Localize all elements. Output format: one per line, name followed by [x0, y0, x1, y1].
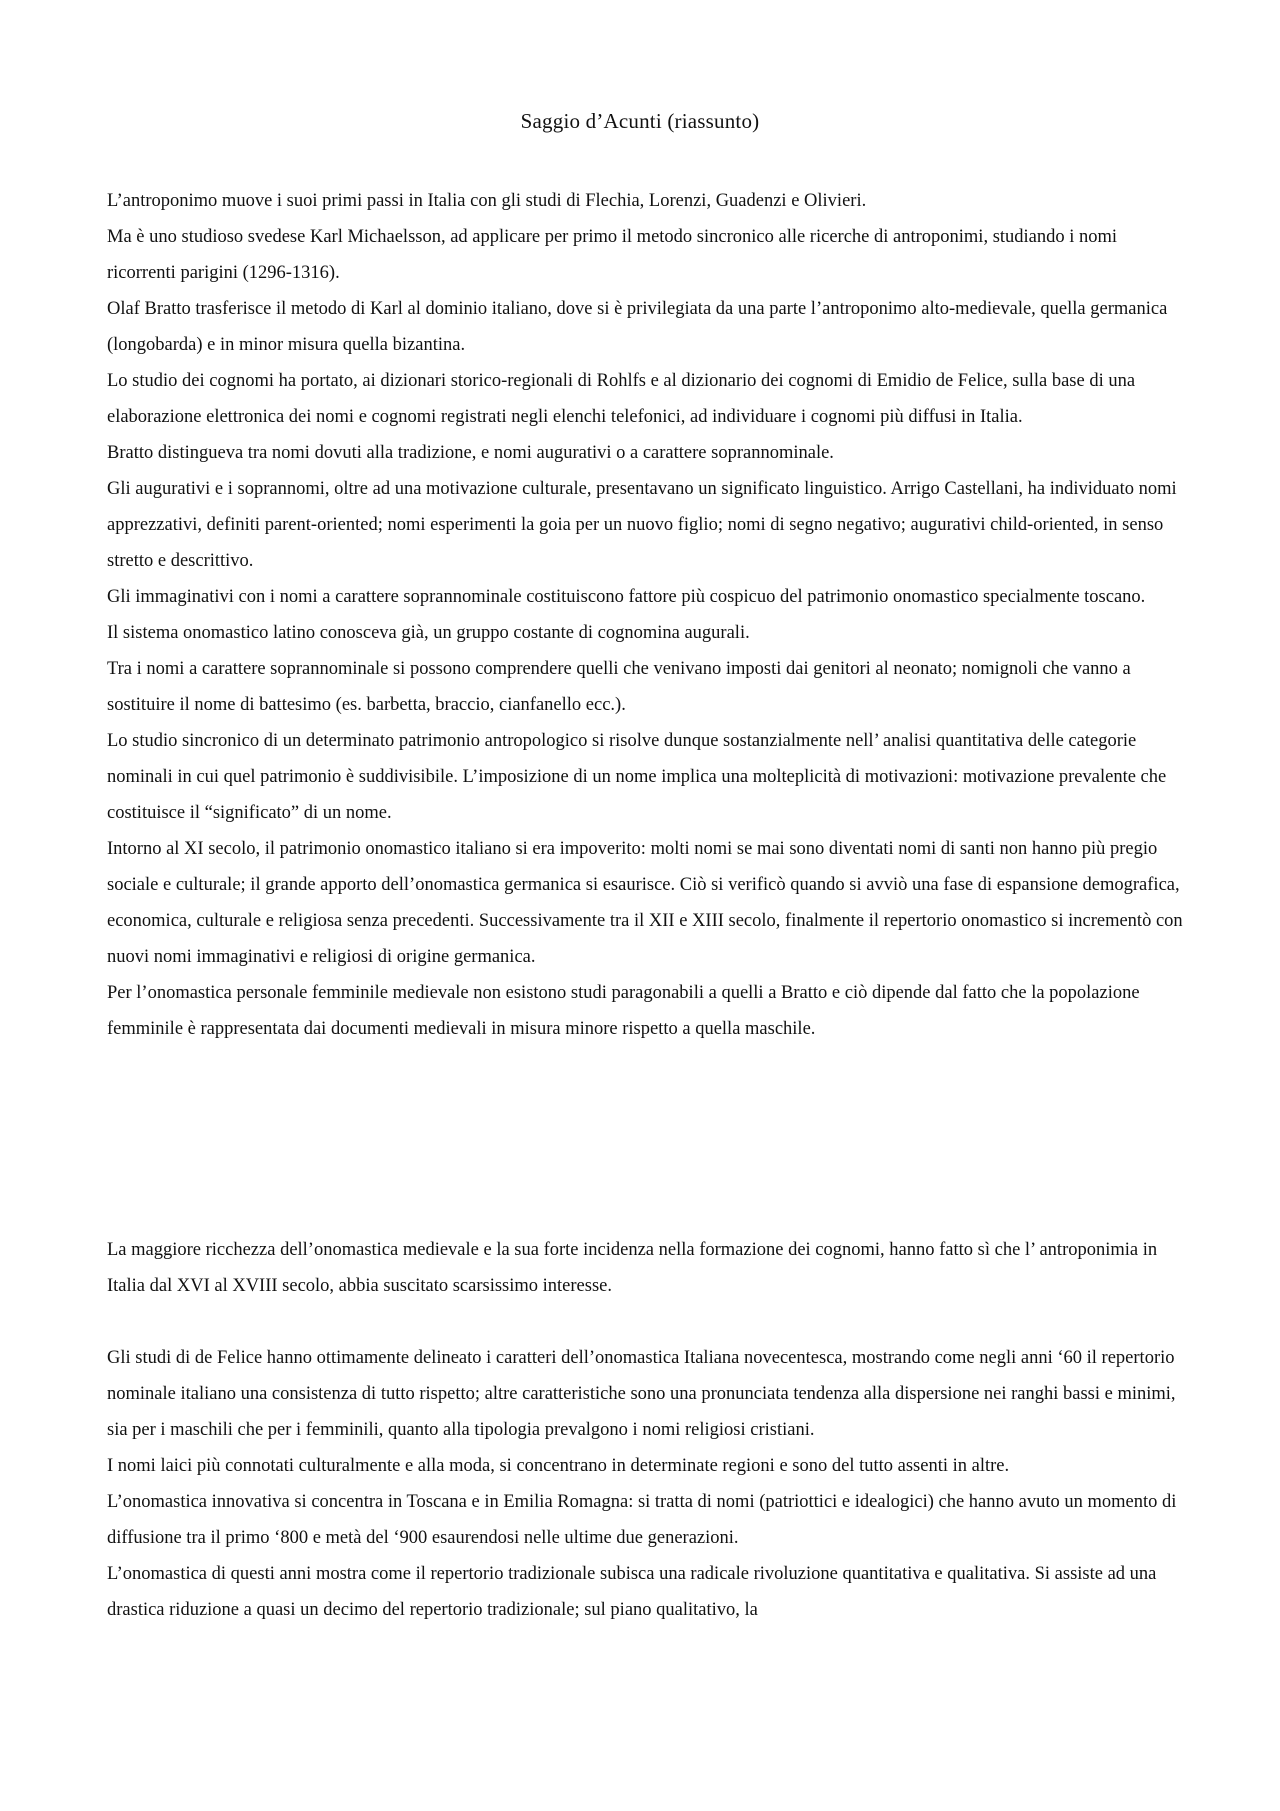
paragraph: Gli immaginativi con i nomi a carattere soprannominale costituiscono fattore più cospicuo del patrimonio onomastico specialmente toscano.	[107, 587, 1146, 607]
paragraph: Olaf Bratto trasferisce il metodo di Karl al dominio italiano, dove si è privilegiata da una parte l’antroponimo alto-medievale, quella germanica (longobarda) e in minor misura quella bizantina.	[107, 299, 1168, 355]
paragraph: Tra i nomi a carattere soprannominale si possono comprendere quelli che venivano imposti dai genitori al neonato; nomignoli che vanno a sostituire il nome di battesimo (es. barbetta, braccio, cianfanello ecc.).	[107, 659, 1131, 715]
paragraph: I nomi laici più connotati culturalmente e alla moda, si concentrano in determinate regioni e sono del tutto assenti in altre.	[107, 1456, 1010, 1476]
paragraph: Gli studi di de Felice hanno ottimamente delineato i caratteri dell’onomastica Italiana novecentesca, mostrando come negli anni ‘60 il repertorio nominale italiano una consistenza di tutto rispetto; altre caratteristiche sono una pronunciata tendenza alla dispersione nei ranghi bassi e minimi, sia per i maschili che per i femminili, quanto alla tipologia prevalgono i nomi religiosi cristiani.	[107, 1348, 1176, 1440]
paragraph: L’onomastica innovativa si concentra in Toscana e in Emilia Romagna: si tratta di nomi (patriottici e idealogici) che hanno avuto un momento di diffusione tra il primo ‘800 e metà del ‘900 esaurendosi nelle ultime due generazioni.	[107, 1492, 1177, 1548]
paragraph: Per l’onomastica personale femminile medievale non esistono studi paragonabili a quelli a Bratto e ciò dipende dal fatto che la popolazione femminile è rappresentata dai documenti medievali in misura minore rispetto a quella maschile.	[107, 983, 1140, 1039]
paragraph: Intorno al XI secolo, il patrimonio onomastico italiano si era impoverito: molti nomi se mai sono diventati nomi di santi non hanno più pregio sociale e culturale; il grande apporto dell’onomastica germanica si esaurisce. Ciò si verificò quando si avviò una fase di espansione demografica, economica, culturale e religiosa senza precedenti. Successivamente tra il XII e XIII secolo, finalmente il repertorio onomastico si incrementò con nuovi nomi immaginativi e religiosi di origine germanica.	[107, 839, 1183, 967]
body-section-1	[107, 183, 1187, 1047]
paragraph: L’onomastica di questi anni mostra come il repertorio tradizionale subisca una radicale rivoluzione quantitativa e qualitativa. Si assiste ad una drastica riduzione a quasi un decimo del repertorio tradizionale; sul piano qualitativo, la	[107, 1564, 1157, 1620]
paragraph: Bratto distingueva tra nomi dovuti alla tradizione, e nomi augurativi o a carattere soprannominale.	[107, 443, 834, 463]
paragraph: Gli augurativi e i soprannomi, oltre ad una motivazione culturale, presentavano un significato linguistico. Arrigo Castellani, ha individuato nomi apprezzativi, definiti parent-oriented; nomi esperimenti la goia per un nuovo figlio; nomi di segno negativo; augurativi child-oriented, in senso stretto e descrittivo.	[107, 479, 1177, 571]
paragraph: La maggiore ricchezza dell’onomastica medievale e la sua forte incidenza nella formazione dei cognomi, hanno fatto sì che l’ antroponimia in Italia dal XVI al XVIII secolo, abbia suscitato scarsissimo interesse.	[107, 1240, 1158, 1296]
paragraph: Ma è uno studioso svedese Karl Michaelsson, ad applicare per primo il metodo sincronico alle ricerche di antroponimi, studiando i nomi ricorrenti parigini (1296-1316).	[107, 227, 1118, 283]
document-title: Saggio d’Acunti (riassunto)	[520, 109, 760, 133]
paragraph: Lo studio sincronico di un determinato patrimonio antropologico si risolve dunque sostanzialmente nell’ analisi quantitativa delle categorie nominali in cui quel patrimonio è suddivisibile. L’imposizione di un nome implica una molteplicità di motivazioni: motivazione prevalente che costituisce il “significato” di un nome.	[107, 731, 1167, 823]
paragraph: Il sistema onomastico latino conosceva già, un gruppo costante di cognomina augurali.	[107, 623, 750, 643]
paragraph: Lo studio dei cognomi ha portato, ai dizionari storico-regionali di Rohlfs e al dizionario dei cognomi di Emidio de Felice, sulla base di una elaborazione elettronica dei nomi e cognomi registrati negli elenchi telefonici, ad individuare i cognomi più diffusi in Italia.	[107, 371, 1136, 427]
body-section-2	[107, 1232, 1187, 1304]
body-section-3	[107, 1340, 1187, 1628]
paragraph: L’antroponimo muove i suoi primi passi in Italia con gli studi di Flechia, Lorenzi, Guadenzi e Olivieri.	[107, 191, 867, 211]
